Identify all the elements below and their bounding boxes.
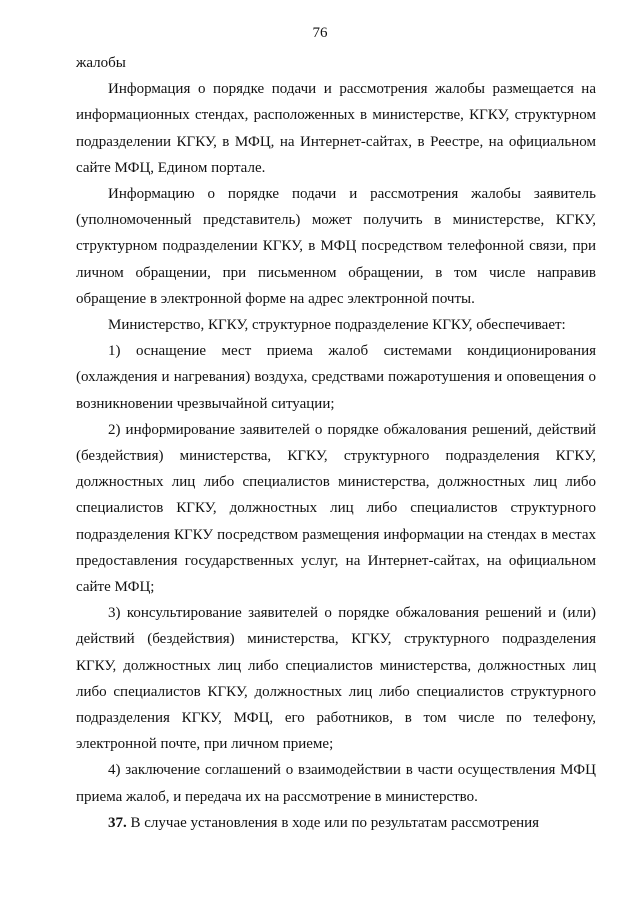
list-item-2-informing: 2) информирование заявителей о порядке обжалования решений, действий (бездействия) министерства, КГКУ, структурного подразделения КГКУ, должностных лиц либо специалистов министерства, должностных лиц либо специалистов КГКУ, должностных лиц либо специалистов структурного подразделения КГКУ посредством размещения информации на стендах в местах предоставления государственных услуг, на Интернет-сайтах, на официальном сайте МФЦ;: [76, 421, 596, 596]
list-item-4-agreements: 4) заключение соглашений о взаимодействии в части осуществления МФЦ приема жалоб, и передача их на рассмотрение в министерство.: [76, 762, 596, 805]
paragraph-37-text: В случае установления в ходе или по результатам рассмотрения: [130, 814, 540, 831]
paragraph-ministry-provides: Министерство, КГКУ, структурное подразделение КГКУ, обеспечивает:: [108, 317, 566, 334]
paragraph-complaint-info-placement: Информация о порядке подачи и рассмотрения жалобы размещается на информационных стендах, расположенных в министерстве, КГКУ, структурном подразделении КГКУ, в МФЦ, на Интернет-сайтах, в Реестре, на официальном сайте МФЦ, Едином портале.: [76, 81, 596, 176]
page-number: 76: [312, 25, 328, 41]
document-body: [76, 50, 596, 836]
paragraph-37: [76, 810, 596, 836]
paragraph-continuation: жалобы: [76, 55, 126, 71]
list-item-3-consulting: 3) консультирование заявителей о порядке обжалования решений и (или) действий (бездействия) министерства, КГКУ, структурного подразделения КГКУ, должностных лиц либо специалистов министерства, должностных лиц либо специалистов КГКУ, должностных лиц либо специалистов структурного подразделения КГКУ, МФЦ, его работников, в том числе по телефону, электронной почте, при личном приеме;: [76, 605, 596, 753]
paragraph-complaint-info-obtaining: Информацию о порядке подачи и рассмотрения жалобы заявитель (уполномоченный представитель) может получить в министерстве, КГКУ, структурном подразделении КГКУ, в МФЦ посредством телефонной связи, при личном обращении, при письменном обращении, в том числе направив обращение в электронной форме на адрес электронной почты.: [76, 186, 596, 307]
paragraph-37-number: 37.: [108, 814, 127, 831]
list-item-1-equipment: 1) оснащение мест приема жалоб системами кондиционирования (охлаждения и нагревания) воздуха, средствами пожаротушения и оповещения о возникновении чрезвычайной ситуации;: [76, 343, 596, 412]
